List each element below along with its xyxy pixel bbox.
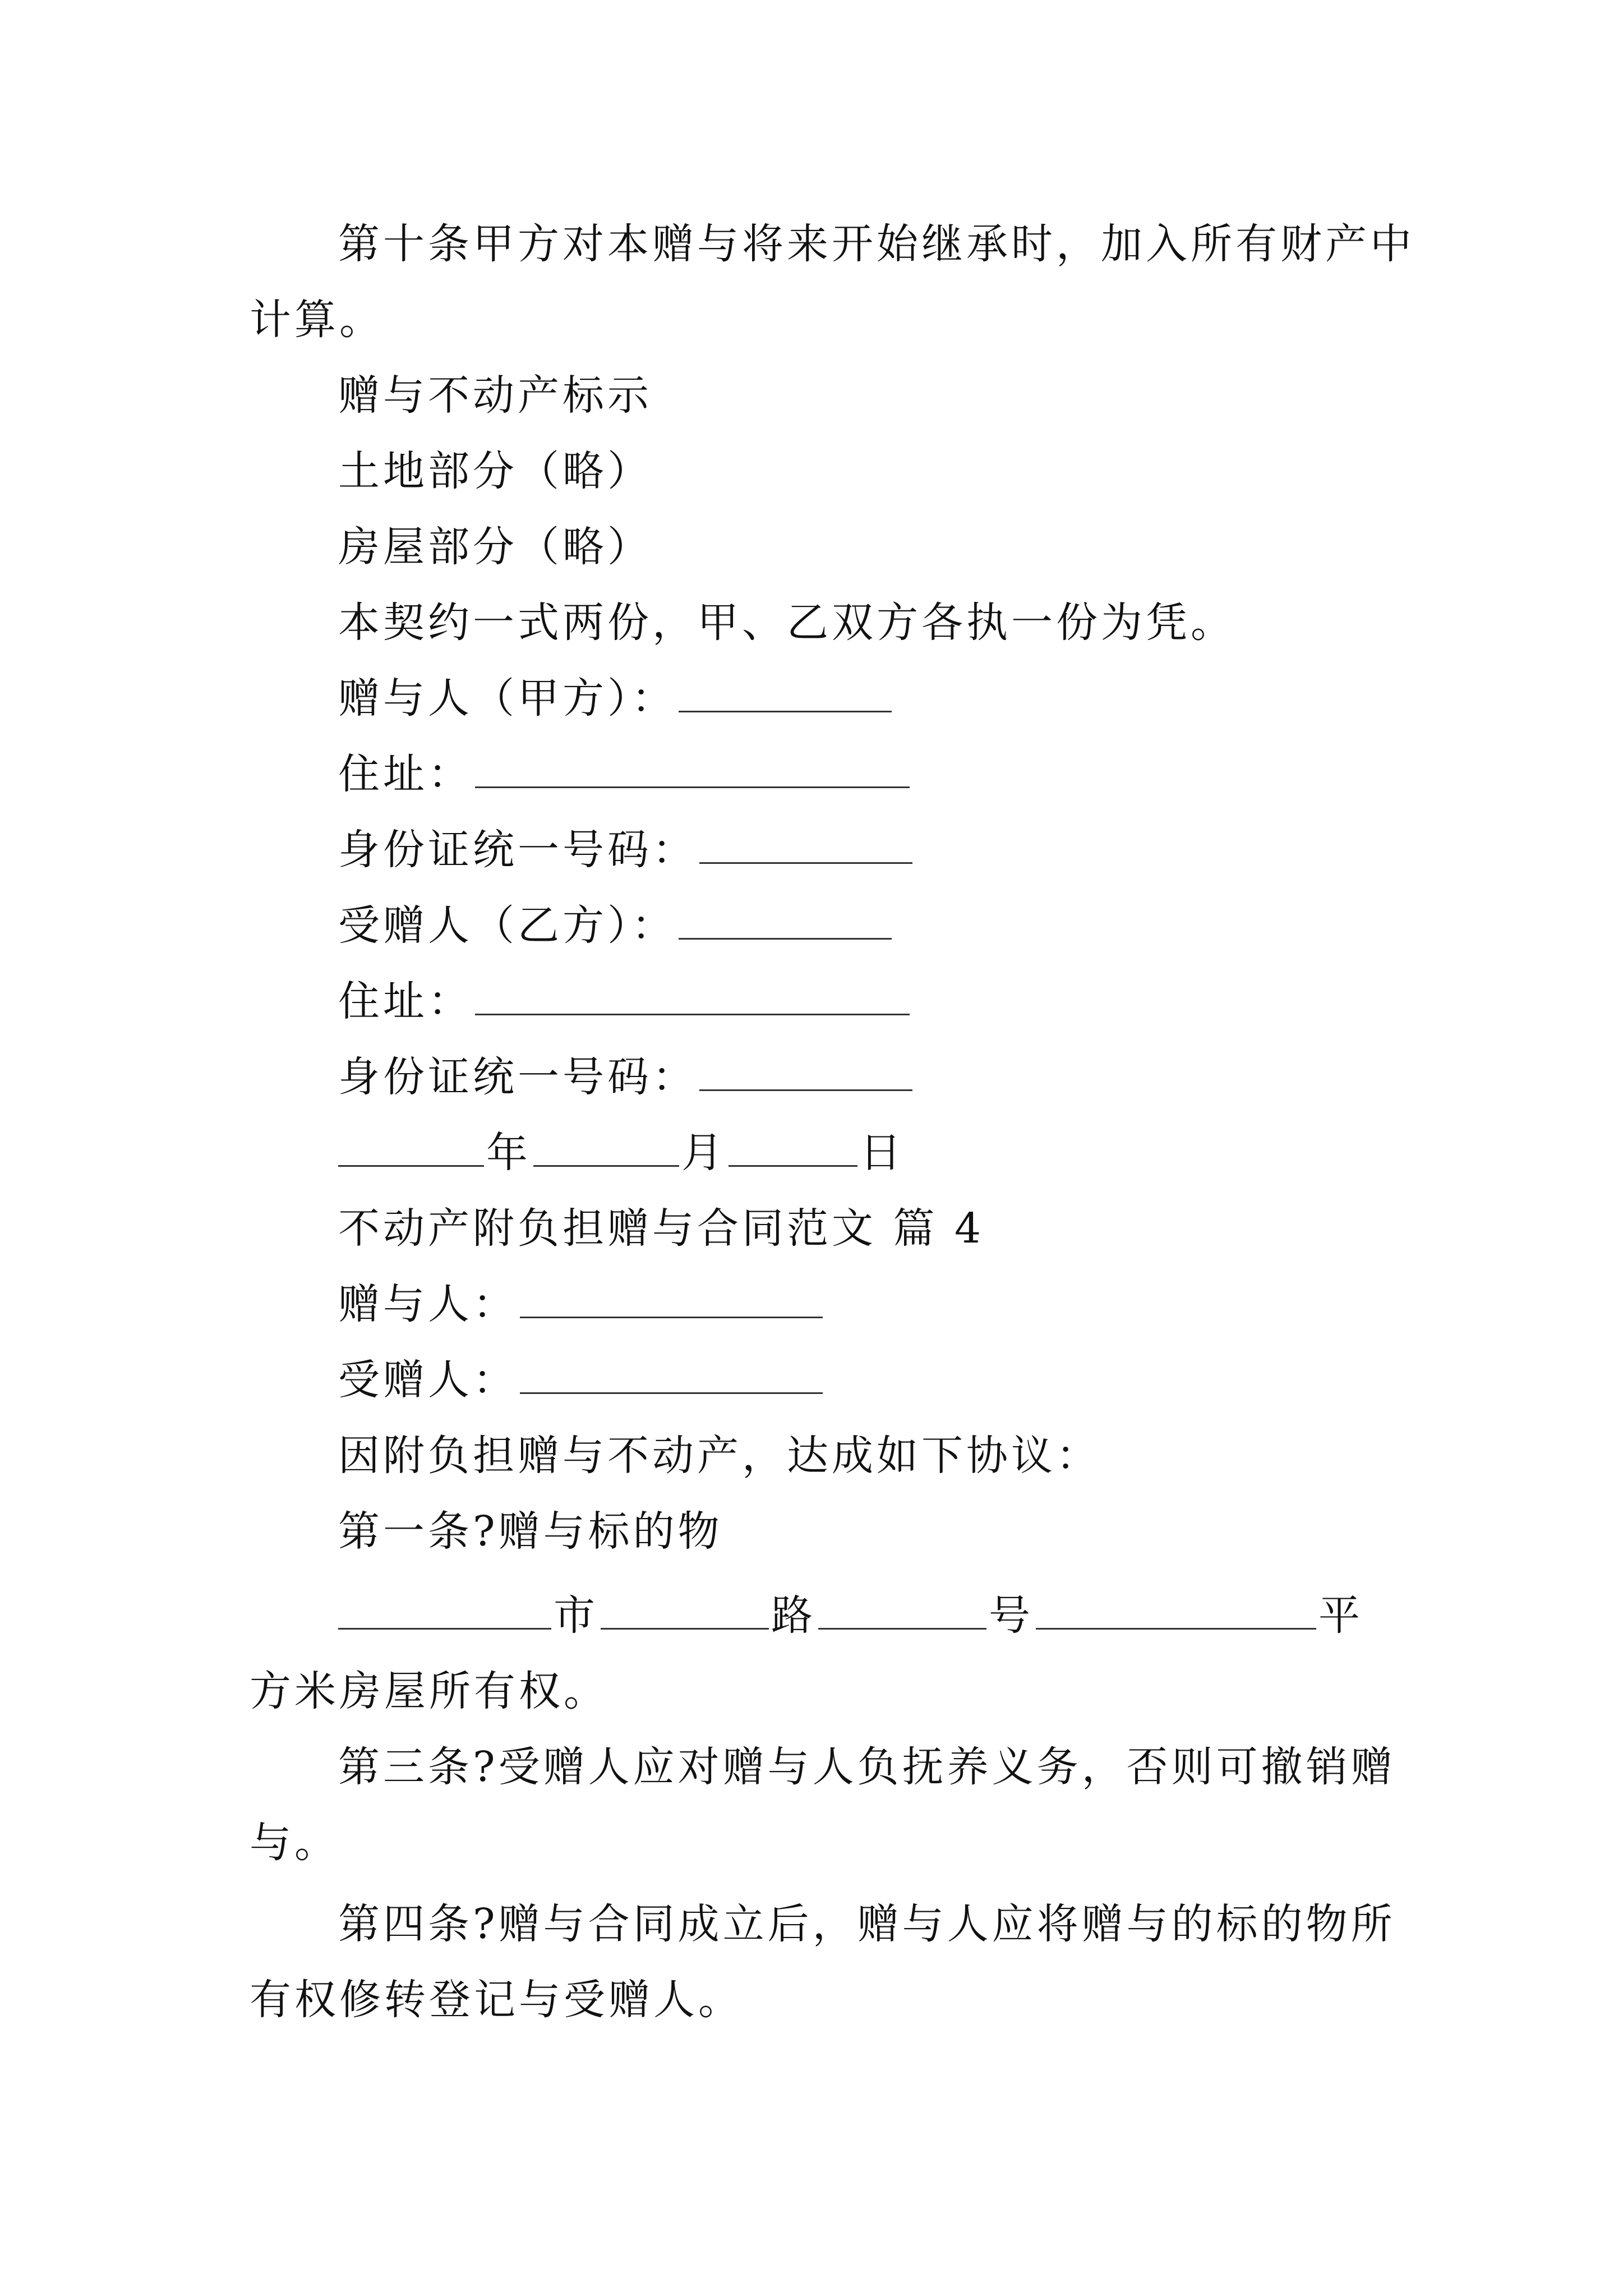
donee-blank	[520, 1359, 823, 1394]
donor-label: 赠与人：	[338, 1280, 518, 1328]
article-1-fill-row	[338, 1588, 1363, 1644]
number-blank	[818, 1594, 986, 1630]
article-1-line-2: 方米房屋所有权。	[250, 1667, 608, 1715]
ping-label: 平	[1318, 1591, 1363, 1640]
schedule-title: 赠与不动产标示	[338, 371, 652, 420]
agreement-intro: 因附负担赠与不动产，达成如下协议：	[338, 1432, 1101, 1480]
article-3-line-2: 与。	[250, 1819, 339, 1867]
city-label: 市	[554, 1591, 598, 1640]
address-row-1	[338, 746, 912, 802]
city-blank	[338, 1594, 551, 1630]
donor-blank	[520, 1283, 823, 1318]
address-row-2	[338, 973, 912, 1029]
number-label: 号	[989, 1591, 1034, 1640]
id-blank-1	[699, 829, 912, 864]
month-label: 月	[681, 1129, 726, 1177]
article-4-line-1: 第四条?赠与合同成立后，赠与人应将赠与的标的物所	[338, 1900, 1396, 1948]
article-4-line-2: 有权修转登记与受赠人。	[250, 1976, 743, 2024]
id-row-1	[338, 822, 915, 878]
article-1-title: 第一条?赠与标的物	[338, 1507, 723, 1556]
id-label-1: 身份证统一号码：	[338, 826, 697, 874]
donor-a-label: 赠与人（甲方）：	[338, 674, 676, 723]
year-label: 年	[486, 1129, 531, 1177]
copies-note: 本契约一式两份，甲、乙双方各执一份为凭。	[338, 599, 1235, 647]
land-part: 土地部分（略）	[338, 447, 652, 495]
donee-label: 受赠人：	[338, 1356, 518, 1404]
ping-blank	[1036, 1594, 1316, 1630]
section-title: 不动产附负担赠与合同范文 篇 4	[338, 1204, 985, 1253]
year-blank	[338, 1131, 484, 1167]
address-label-2: 住址：	[338, 977, 473, 1025]
date-row	[338, 1125, 905, 1181]
id-row-2	[338, 1049, 915, 1105]
article-3-line-1: 第三条?受赠人应对赠与人负抚养义务，否则可撤销赠	[338, 1743, 1396, 1791]
donee-b-row	[338, 898, 894, 954]
road-blank	[601, 1594, 769, 1630]
donee-row	[338, 1352, 825, 1408]
house-part: 房屋部分（略）	[338, 523, 652, 571]
article-10-line-2: 计算。	[250, 296, 384, 344]
id-blank-2	[699, 1056, 912, 1091]
month-blank	[533, 1131, 679, 1167]
address-label-1: 住址：	[338, 750, 473, 798]
donor-row	[338, 1276, 825, 1332]
donor-a-row	[338, 670, 894, 726]
article-10-line-1: 第十条甲方对本赠与将来开始继承时，加入所有财产中	[338, 220, 1415, 268]
day-blank	[728, 1131, 857, 1167]
id-label-2: 身份证统一号码：	[338, 1053, 697, 1101]
address-blank-2	[475, 980, 910, 1015]
address-blank-1	[475, 753, 910, 788]
donor-a-blank	[679, 677, 892, 712]
day-label: 日	[860, 1129, 905, 1177]
road-label: 路	[771, 1591, 816, 1640]
donee-b-blank	[679, 904, 892, 940]
donee-b-label: 受赠人（乙方）：	[338, 901, 676, 950]
